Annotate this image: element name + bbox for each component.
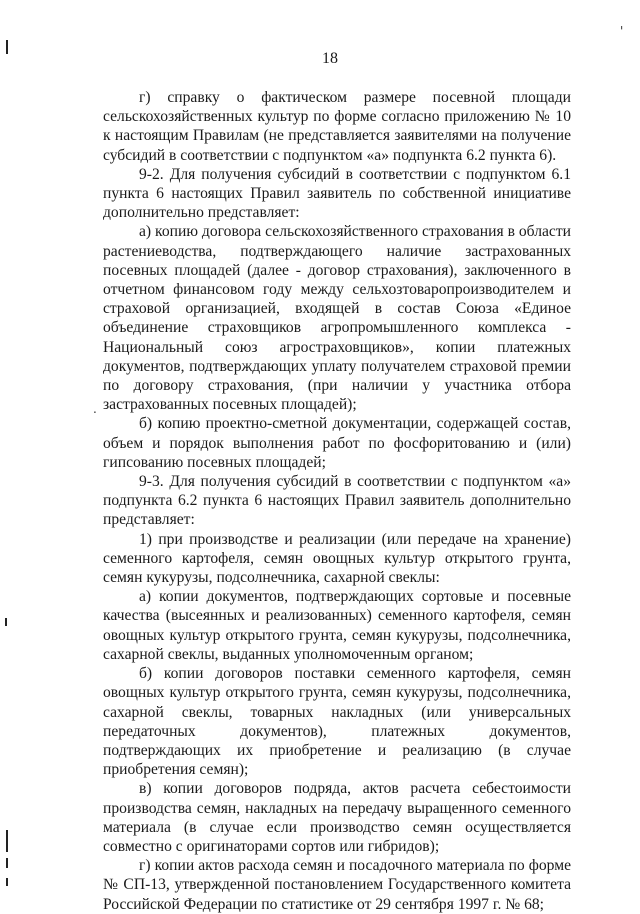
left-margin-mark bbox=[6, 830, 8, 852]
paragraph-9-3: 9-3. Для получения субсидий в соответствии с подпунктом «а» подпункта 6.2 пункта 6 настоящих Правил заявитель дополнительно представляет: bbox=[103, 473, 571, 529]
paragraph-g-seed-acts: г) копии актов расхода семян и посадочного материала по форме № СП-13, утвержденной постановлением Государственного комитета Российской Федерации по статистике от 29 сентября 1997 г. № 68; bbox=[103, 857, 571, 913]
stray-mark: . bbox=[93, 402, 97, 416]
paragraph-a-insurance: а) копию договора сельскохозяйственного страхования в области растениеводства, подтверждающего наличие застрахованных посевных площадей (далее - договор страхования), заключенного в отчетном финансовом году между сельхозтоваропроизводителем и страховой организацией, входящей в состав Союза «Единое объединение страховщиков агропромышленного комплекса - Национальный союз агростраховщиков», копии платежных документов, подтверждающих уплату получателем страховой премии по договору страхования, (при наличии у участника отбора застрахованных посевных площадей); bbox=[103, 223, 571, 414]
left-margin-mark bbox=[6, 878, 8, 886]
paragraph-a-quality-docs: а) копии документов, подтверждающих сортовые и посевные качества (высеянных и реализованных) семенного картофеля, семян овощных культур открытого грунта, семян кукурузы, подсолнечника, сахарной свеклы, выданных уполномоченным органом; bbox=[103, 588, 571, 663]
paragraph-v-contracts: в) копии договоров подряда, актов расчета себестоимости производства семян, накладных на передачу выращенного семенного материала (в случае если производство семян осуществляется совместно с оригинаторами сортов или гибридов); bbox=[103, 780, 571, 855]
document-body bbox=[103, 88, 571, 914]
paragraph-b-supply-contracts: б) копии договоров поставки семенного картофеля, семян овощных культур открытого грунта, семян кукурузы, подсолнечника, сахарной свеклы, товарных накладных (или универсальных передаточных документов), платежных документов, подтверждающих их приобретение и реализацию (в случае приобретения семян); bbox=[103, 665, 571, 779]
paragraph-b-design-docs: б) копию проектно-сметной документации, содержащей состав, объем и порядок выполнения работ по фосфоритованию и (или) гипсованию посевных площадей; bbox=[103, 415, 571, 471]
paragraph-9-2: 9-2. Для получения субсидий в соответствии с подпунктом 6.1 пункта 6 настоящих Правил заявитель по собственной инициативе дополнительно представляет: bbox=[103, 165, 571, 222]
paragraph-1-seed-production: 1) при производстве и реализации (или передаче на хранение) семенного картофеля, семян овощных культур открытого грунта, семян кукурузы, подсолнечника, сахарной свеклы: bbox=[103, 530, 571, 587]
left-margin-mark bbox=[6, 858, 8, 868]
left-margin-mark bbox=[5, 618, 7, 626]
page-number: 18 bbox=[322, 50, 338, 67]
paragraph-g-certificate: г) справку о фактическом размере посевной площади сельскохозяйственных культур по форме согласно приложению № 10 к настоящим Правилам (не представляется заявителями на получение субсидий в соответствии с подпунктом «а» подпункта 6.2 пункта 6). bbox=[103, 89, 571, 164]
stray-mark: ' bbox=[620, 24, 624, 38]
